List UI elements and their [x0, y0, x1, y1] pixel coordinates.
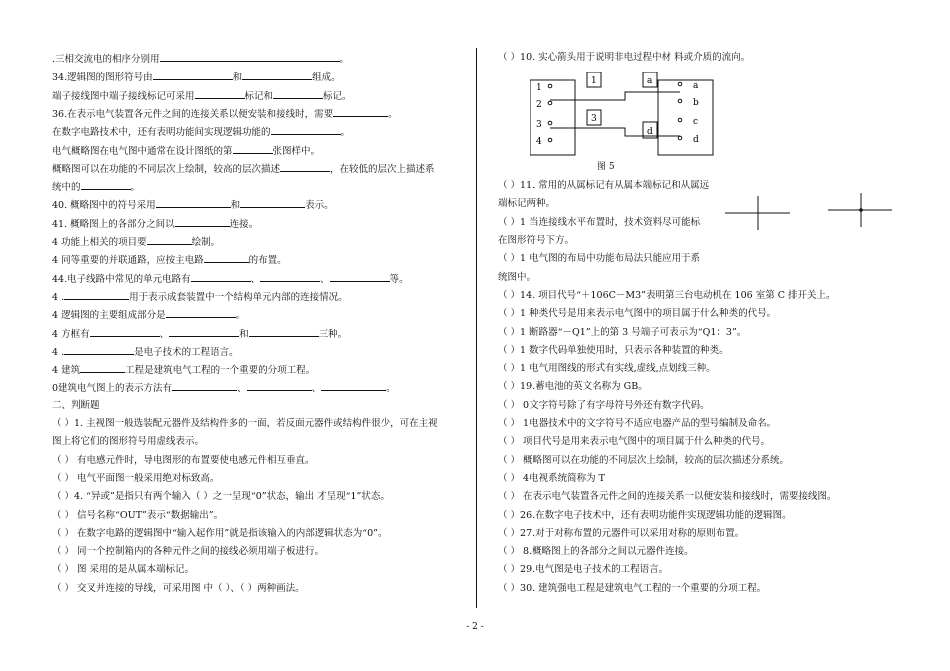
question-line: 36.在表示电气装置各元件之间的连接关系以便安装和接线时，需要 。	[52, 108, 398, 120]
question-line: （ ）1. 主视图一般选装配元器件及结构件多的一面，若反面元器件或结构件很少，可在主视	[52, 418, 438, 429]
box-label: a	[647, 76, 653, 86]
answer-blank[interactable]	[249, 327, 319, 337]
answer-blank[interactable]	[64, 290, 129, 300]
question-line: （ ） 概略图可以在功能的不同层次上绘制，较高的层次描述分系统。	[498, 454, 790, 466]
question-line: 34.逻辑图的图形符号由 和 组成。	[52, 72, 341, 84]
question-line: 统图中。	[498, 271, 537, 283]
answer-blank[interactable]	[330, 272, 390, 282]
answer-blank[interactable]	[175, 217, 230, 227]
answer-blank[interactable]	[172, 381, 237, 391]
question-line: （ ） 有电感元件时，导电图形的布置要使电感元件相互垂直。	[52, 454, 315, 466]
answer-blank[interactable]	[160, 52, 340, 62]
answer-blank[interactable]	[242, 70, 312, 80]
question-line: 4 建筑 工程是建筑电气工程的一个重要的分项工程。	[52, 365, 316, 377]
question-line: （ ） 同一个控制箱内的各种元件之间的接线必须用端子板进行。	[52, 546, 325, 558]
answer-blank[interactable]	[156, 198, 231, 208]
answer-blank[interactable]	[260, 272, 320, 282]
question-line: （ ）30. 建筑强电工程是建筑电气工程的一个重要的分项工程。	[498, 582, 767, 594]
question-line: 4 . 用于表示成套装置中一个结构单元内部的连接情况。	[52, 291, 348, 303]
right-terminal-box	[658, 80, 713, 155]
question-line: （ ）11. 常用的从属标记有从属本端标记和从属远	[498, 180, 710, 192]
question-line: 图上将它们的图形符号用虚线表示。	[52, 436, 205, 448]
question-line: （ ） 1电器技术中的文字符号不适应电器产品的型号编制及命名。	[498, 418, 777, 429]
left-terminal-label: 3	[536, 120, 542, 130]
answer-blank[interactable]	[240, 198, 305, 208]
question-line: （ ） 8.概略图上的各部分之间以元器件连接。	[498, 546, 694, 558]
question-line: （ ） 4电视系统简称为 T	[498, 472, 605, 484]
question-line: 端标记两种。	[498, 198, 556, 210]
figure-caption: 图 5	[597, 162, 615, 172]
question-line: （ ） 在数字电路的逻辑图中“输入起作用”就是指该输入的内部逻辑状态为“0”。	[52, 527, 388, 539]
answer-blank[interactable]	[204, 253, 249, 263]
answer-blank[interactable]	[80, 363, 125, 373]
question-line: 4 . 是电子技术的工程语言。	[52, 346, 239, 358]
box-label: 1	[591, 76, 597, 86]
question-line: （ ）14. 项目代号“＋106C－M3”表明第三台电动机在 106 室第 C 排开关上。	[498, 289, 836, 301]
question-line: （ ）1 数字代码单独使用时，只表示各种装置的种类。	[498, 344, 729, 356]
answer-blank[interactable]	[333, 107, 388, 117]
answer-blank[interactable]	[321, 381, 386, 391]
question-line: 4 同等重要的并联通路，应按主电路 的布置。	[52, 255, 287, 267]
question-line: （ ）1 断路器“－Q1”上的第 3 号端子可表示为“Q1：3”。	[498, 326, 747, 338]
question-line: （ ） 电气平面图一般采用绝对标致高。	[52, 472, 220, 484]
question-line: （ ）27.对于对称布置的元器件可以采用对称的原则布置。	[498, 527, 745, 539]
question-line: （ ） 0文字符号除了有字母符号外还有数字代码。	[498, 399, 710, 411]
question-line: （ ） 图 采用的是从属本端标记。	[52, 564, 195, 576]
answer-blank[interactable]	[273, 89, 323, 99]
answer-blank[interactable]	[153, 70, 233, 80]
question-line: （ ）19.蓄电池的英文名称为 GB。	[498, 381, 648, 393]
question-line: 4 逻辑图的主要组成部分是 。	[52, 310, 246, 322]
question-line: （ ）1 当连接线水平布置时，技术资料尽可能标	[498, 216, 701, 228]
question-line: 概略图可以在功能的不同层次上绘制，较高的层次描述 ，在较低的层次上描述系	[52, 163, 435, 175]
box-label: d	[647, 127, 653, 137]
answer-blank[interactable]	[191, 272, 251, 282]
question-line: 端子接线图中端子接线标记可采用 标记和 标记。	[52, 90, 352, 102]
question-line: 二、判断题	[52, 399, 100, 411]
figure-5	[530, 72, 730, 172]
answer-blank[interactable]	[147, 235, 192, 245]
question-line: 4 功能上相关的项目要 绘制。	[52, 237, 221, 248]
answer-blank[interactable]	[81, 180, 131, 190]
right-terminal-label: c	[693, 117, 699, 127]
question-line: 4 方框有 、 和 三种。	[52, 328, 348, 340]
answer-blank[interactable]	[195, 89, 245, 99]
left-terminal-label: 2	[536, 100, 542, 110]
crossing-with-dot	[828, 193, 892, 227]
question-line: 在图形符号下方。	[498, 235, 575, 246]
question-line: （ ）10. 实心箭头用于说明非电过程中材 料或介质的流向。	[498, 52, 751, 63]
box-label: 3	[591, 114, 597, 124]
page-number: - 2 -	[466, 622, 484, 632]
question-line: （ ）1 电气用图线的形式有实线,虚线,点划线三种。	[498, 363, 716, 375]
question-line: .三相交流电的相序分别用 。	[52, 54, 350, 65]
question-line: 41. 概略图上的各部分之间以 连接。	[52, 218, 259, 230]
question-line: （ ） 信号名称“OUT”表示“数据输出”。	[52, 509, 224, 521]
answer-blank[interactable]	[247, 381, 312, 391]
answer-blank[interactable]	[90, 327, 160, 337]
left-terminal-label: 1	[536, 83, 542, 93]
crossing-no-dot	[725, 196, 790, 230]
answer-blank[interactable]	[280, 162, 330, 172]
question-line: （ ）1 电气图的布局中功能布局法只能应用于系	[498, 253, 701, 265]
answer-blank[interactable]	[64, 345, 134, 355]
question-line: （ ）29.电气图是电子技术的工程语言。	[498, 564, 669, 576]
question-line: 统中的 。	[52, 182, 141, 194]
question-line: 44.电子线路中常见的单元电路有 、 、 等。	[52, 273, 409, 285]
question-line: 40. 概略图中的符号采用 和 表示。	[52, 200, 334, 212]
question-line: （ ）1 种类代号是用来表示电气图中的项目属于什么种类的代号。	[498, 308, 777, 320]
question-line: （ ） 交叉并连接的导线，可采用图 中（ ）、（ ）两种画法。	[52, 582, 305, 594]
right-terminal-label: a	[693, 81, 699, 91]
answer-blank[interactable]	[169, 327, 239, 337]
answer-blank[interactable]	[233, 144, 273, 154]
question-line: 电气概略图在电气图中通常在设计图纸的第 张图样中。	[52, 145, 321, 157]
question-line: （ ） 项目代号是用来表示电气图中的项目属于什么种类的代号。	[498, 436, 771, 448]
question-line: 在数字电路技术中，还有表明功能间实现逻辑功能的 。	[52, 127, 351, 139]
right-terminal-label: d	[693, 135, 699, 145]
question-line: （ ）4. “异或”是指只有两个输入（ ）之一呈现“0”状态，输出 才呈现“1”状态。	[52, 491, 390, 503]
question-line: （ ）26.在数字电子技术中，还有表明功能件实现逻辑功能的逻辑图。	[498, 509, 792, 521]
question-line: 0建筑电气图上的表示方法有 、 、 。	[52, 383, 396, 395]
answer-blank[interactable]	[166, 308, 236, 318]
answer-blank[interactable]	[271, 125, 341, 135]
question-line: （ ） 在表示电气装置各元件之间的连接关系一以便安装和接线时，需要接线图。	[498, 491, 837, 503]
right-terminal-label: b	[693, 98, 699, 108]
left-terminal-label: 4	[536, 137, 542, 147]
column-divider	[476, 48, 477, 608]
